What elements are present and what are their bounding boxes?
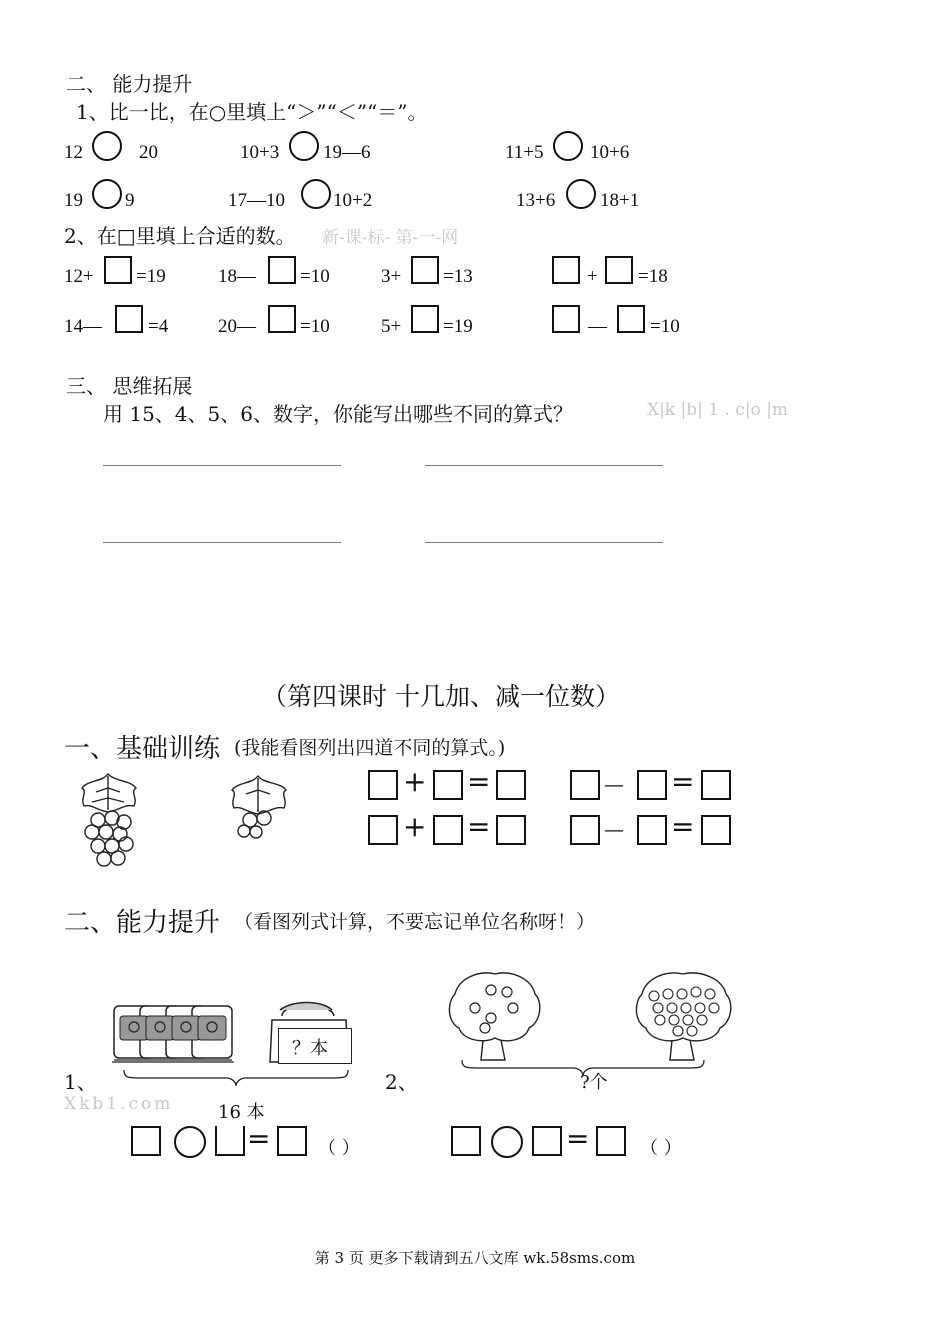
equals-sign: = — [467, 765, 491, 798]
minus-sign: — — [604, 817, 624, 841]
basic-training-title: 一、基础训练 — [64, 734, 221, 764]
compare-left: 17—10 — [228, 190, 285, 211]
operator-circle[interactable] — [491, 1126, 523, 1158]
question-2-instruction: 2、在□里填上合适的数。 — [64, 224, 296, 248]
answer-line[interactable] — [425, 465, 663, 466]
fill-operator: — — [588, 316, 607, 337]
fill-suffix: =10 — [300, 316, 330, 337]
grape-bunch-small-icon — [228, 772, 288, 840]
lesson-title: （第四课时 十几加、减一位数） — [262, 682, 620, 711]
answer-box[interactable] — [637, 770, 667, 800]
answer-box[interactable] — [268, 305, 296, 333]
unit-parentheses[interactable]: （ ） — [318, 1138, 360, 1159]
fill-suffix: =4 — [148, 316, 169, 337]
fill-prefix: 20— — [218, 316, 256, 337]
equals-sign: = — [671, 765, 695, 798]
watermark-text: 新-课-标- 第-一-网 — [322, 228, 459, 248]
fill-suffix: =10 — [650, 316, 680, 337]
answer-box[interactable] — [570, 815, 600, 845]
fill-suffix: =19 — [443, 316, 473, 337]
answer-box[interactable] — [552, 305, 580, 333]
answer-box[interactable] — [451, 1126, 481, 1156]
fill-suffix: =18 — [638, 266, 668, 287]
answer-box[interactable] — [411, 256, 439, 284]
problem-1-number: 1、 — [64, 1070, 97, 1094]
basic-training-note: (我能看图列出四道不同的算式。) — [234, 737, 506, 759]
compare-circle[interactable] — [289, 131, 319, 161]
page-footer: 第 3 页 更多下载请到五八文库 wk.58sms.com — [314, 1249, 636, 1267]
plus-sign: + — [403, 765, 427, 798]
ability-title: 二、能力提升 — [64, 908, 221, 938]
watermark-text: X|k |b| 1 . c|o |m — [647, 400, 789, 420]
answer-box[interactable] — [368, 770, 398, 800]
answer-box[interactable] — [552, 256, 580, 284]
fill-suffix: =13 — [443, 266, 473, 287]
compare-right: 10+2 — [333, 190, 373, 211]
answer-box[interactable] — [532, 1126, 562, 1156]
apple-tree-large-icon — [630, 968, 736, 1066]
compare-right: 18+1 — [600, 190, 640, 211]
fill-operator: + — [587, 266, 598, 287]
answer-box[interactable] — [368, 815, 398, 845]
section-title-thinking: 三、 思维拓展 — [66, 374, 193, 398]
answer-line[interactable] — [103, 542, 341, 543]
answer-box[interactable] — [570, 770, 600, 800]
fill-prefix: 14— — [64, 316, 102, 337]
equals-sign: = — [566, 1122, 590, 1155]
compare-circle[interactable] — [553, 131, 583, 161]
answer-box[interactable] — [277, 1126, 307, 1156]
operator-circle[interactable] — [174, 1126, 206, 1158]
compare-left: 13+6 — [516, 190, 556, 211]
answer-box[interactable] — [496, 770, 526, 800]
answer-box[interactable] — [701, 815, 731, 845]
compare-left: 10+3 — [240, 142, 280, 163]
section-title-ability: 二、 能力提升 — [66, 72, 193, 96]
answer-box[interactable] — [617, 305, 645, 333]
answer-line[interactable] — [425, 542, 663, 543]
compare-left: 11+5 — [505, 142, 544, 163]
book-stack-icon — [108, 1000, 248, 1066]
answer-box[interactable] — [496, 815, 526, 845]
thinking-question: 用 15、4、5、6、数字，你能写出哪些不同的算式？ — [103, 402, 573, 426]
problem-2-number: 2、 — [385, 1070, 418, 1094]
answer-box[interactable] — [433, 770, 463, 800]
fill-prefix: 18— — [218, 266, 256, 287]
answer-box[interactable] — [104, 256, 132, 284]
brace-icon — [122, 1068, 350, 1088]
compare-circle[interactable] — [566, 179, 596, 209]
question-1-instruction: 1、比一比，在○里填上“＞”“＜”“＝”。 — [76, 100, 428, 124]
compare-right: 20 — [139, 142, 158, 163]
total-apples-label: ?个 — [580, 1072, 608, 1093]
total-books-label: 16 本 — [218, 1102, 265, 1123]
answer-box[interactable] — [411, 305, 439, 333]
fill-suffix: =19 — [136, 266, 166, 287]
answer-box[interactable] — [131, 1126, 161, 1156]
unit-parentheses[interactable]: （ ） — [640, 1138, 682, 1159]
minus-sign: — — [604, 772, 624, 796]
compare-right: 9 — [125, 190, 135, 211]
answer-box[interactable] — [637, 815, 667, 845]
answer-box[interactable] — [268, 256, 296, 284]
answer-box[interactable] — [596, 1126, 626, 1156]
compare-circle[interactable] — [92, 179, 122, 209]
compare-left: 19 — [64, 190, 83, 211]
answer-box[interactable] — [605, 256, 633, 284]
fill-prefix: 12+ — [64, 266, 94, 287]
compare-left: 12 — [64, 142, 83, 163]
answer-box[interactable] — [115, 305, 143, 333]
compare-circle[interactable] — [301, 179, 331, 209]
answer-line[interactable] — [103, 465, 341, 466]
watermark-text: Xkb1.com — [64, 1094, 174, 1114]
answer-box[interactable] — [433, 815, 463, 845]
ability-note: （看图列式计算，不要忘记单位名称呀！） — [234, 911, 596, 933]
fill-prefix: 5+ — [381, 316, 402, 337]
equals-sign: = — [671, 810, 695, 843]
compare-right: 10+6 — [590, 142, 630, 163]
compare-right: 19—6 — [323, 142, 371, 163]
apple-tree-small-icon — [445, 968, 545, 1066]
compare-circle[interactable] — [92, 131, 122, 161]
fill-suffix: =10 — [300, 266, 330, 287]
equals-sign: = — [467, 810, 491, 843]
grape-bunch-large-icon — [76, 770, 142, 872]
answer-box[interactable] — [701, 770, 731, 800]
fill-prefix: 3+ — [381, 266, 402, 287]
equals-sign: = — [247, 1122, 271, 1155]
answer-box[interactable] — [215, 1126, 245, 1156]
plus-sign: + — [403, 810, 427, 843]
bag-label: ？本 — [292, 1038, 328, 1059]
